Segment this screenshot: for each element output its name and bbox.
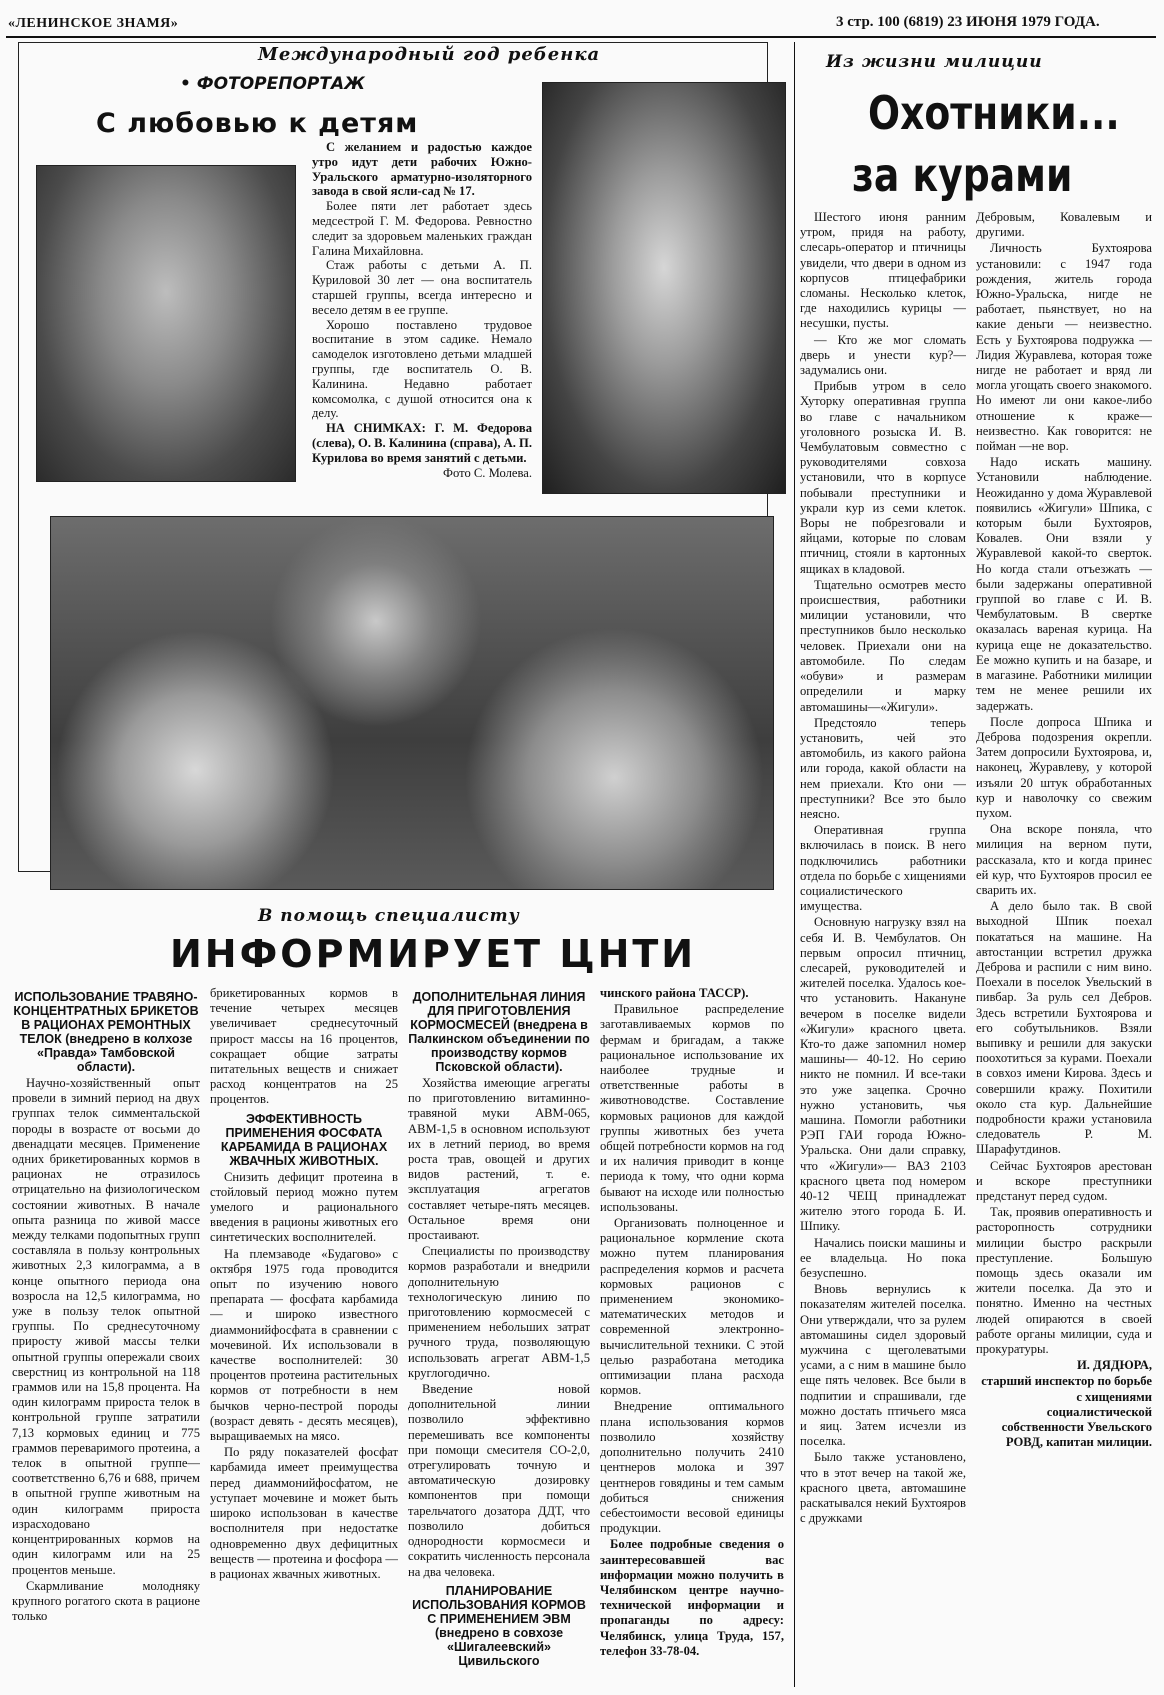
author-role: старший инспектор по борьбе с хищениями социалистической собственности Увельского РОВД, капитан милиции.: [981, 1374, 1152, 1450]
cnti-kicker: В помощь специалисту: [258, 906, 520, 926]
paragraph: Тщательно осмотрев место происшествия, работники милиции установили, что преступников было несколько человек. Приехали они на автомобиле. По следам «обуви» и размерам определили и марку автомашины—«Жигули».: [800, 577, 966, 714]
paragraph: Дебровым, Ковалевым и другими.: [976, 210, 1152, 240]
militia-title-line1: Охотники...: [868, 86, 1120, 140]
paragraph: Личность Бухтоярова установили: с 1947 года рождения, житель города Южно-Уральска, нигде не работает, пьянствует, но на какие деньги — неизвестно. Есть у Бухтоярова подружка — Лидия Журавлева, которая тоже нигде не работает и вряд ли могла угощать своего знакомого. Но имеют ли они какое-либо отношение к краже—неизвестно. Как говорится: не пойман —не вор.: [976, 241, 1152, 454]
militia-kicker: Из жизни милиции: [826, 52, 1043, 72]
subheading: ДОПОЛНИТЕЛЬНАЯ ЛИНИЯ ДЛЯ ПРИГОТОВЛЕНИЯ КОРМОСМЕСЕЙ (внедрена в Палкинском объединении по производству кормов Псковской области).: [408, 990, 590, 1074]
paragraph: По ряду показателей фосфат карбамида имеет преимущества перед диаммонийфосфатом, не уступает мочевине и может быть широко использован в качестве восполнителя при недостатке одновременно двух дефицитных веществ — протеина и фосфора — в рационах жвачных животных.: [210, 1445, 398, 1581]
masthead-newspaper-name: «ЛЕНИНСКОЕ ЗНАМЯ»: [8, 16, 179, 31]
masthead-rule: [6, 36, 1156, 38]
photo-caption: НА СНИМКАХ: Г. М. Федорова (слева), О. В. Калинина (справа), А. П. Курилова во время занятий с детьми.: [312, 421, 532, 465]
paragraph: Предстояло теперь установить, чей это автомобиль, из какого района или города, какой области на нем приехали. Кто они — преступники? Все это было неясно.: [800, 715, 966, 821]
paragraph: Она вскоре поняла, что милиция на верном пути, рассказала, кто и когда принес ей кур, что Бухтояров просил ее сварить их.: [976, 822, 1152, 897]
photo-medsestra: [36, 165, 296, 482]
author-signature: И. ДЯДЮРА,: [1076, 1358, 1152, 1373]
paragraph: Внедрение оптимального плана использования кормов позволило хозяйству дополнительно получить 2410 центнеров молока и 397 центнеров говядины и тем самым добиться снижения себестоимости весовой единицы продукции.: [600, 1399, 784, 1536]
masthead-issue-info: 3 стр. 100 (6819) 23 ИЮНЯ 1979 ГОДА.: [836, 14, 1100, 30]
article-title: С любовью к детям: [96, 108, 419, 139]
paragraph: Специалисты по производству кормов разработали и внедрили дополнительную технологическую линию по приготовлению кормосмесей с применением небольших затрат ручного труда, позволяющую использовать агрегат АВМ-1,5 круглогодично.: [408, 1244, 590, 1380]
paragraph: С желанием и радостью каждое утро идут дети рабочих Южно-Уральского арматурно-изоляторного завода в свой ясли-сад № 17.: [312, 140, 532, 199]
paragraph: Оперативная группа включилась в поиск. В него подключились работники отдела по борьбе с хищениями социалистического имущества.: [800, 823, 966, 914]
paragraph: Введение новой дополнительной линии позволило эффективно перемешивать все компоненты при помощи смесителя СО-2,0, отрегулировать точную и автоматическую дозировку компонентов при помощи тарельчатого дозатора ДДТ, что позволило добиться однородности кормосмеси и сократить численность персонала на два человека.: [408, 1382, 590, 1579]
militia-title-line2: за курами: [852, 148, 1073, 202]
cnti-column-4: [600, 986, 784, 1686]
paragraph: Снизить дефицит протеина в стойловый период можно путем умелого и рационального введения в рационы животных его синтетических восполнителей.: [210, 1169, 398, 1245]
subheading: ПЛАНИРОВАНИЕ ИСПОЛЬЗОВАНИЯ КОРМОВ С ПРИМЕНЕНИЕМ ЭВМ (внедрено в совхозе «Шигалеевский» Цивильского: [412, 1583, 586, 1668]
paragraph: Шестого июня ранним утром, придя на работу, слесарь-оператор и птичницы увидели, что двери в одном из корпусов птицефабрики сломаны. Несколько клеток, где находились курицы — несушки, пусты.: [800, 210, 966, 331]
paragraph: Сейчас Бухтояров арестован и вскоре преступники предстанут перед судом.: [976, 1158, 1152, 1203]
cnti-column-1: [12, 986, 200, 1686]
paragraph: Правильное распределение заготавливаемых кормов по фермам и бригадам, а также рациональное использование их наиболее трудные и ответственные работы в животноводстве. Составление кормовых рационов для каждой группы животных без учета общей потребности кормов на год и их наличия приводит в конце периода к тому, что одни корма бывают на исходе или полностью использованы.: [600, 1002, 784, 1214]
paragraph: Хорошо поставлено трудовое воспитание в этом садике. Немало самоделок изготовлено детьми младшей группы, где воспитатель О. В. Калинина. Недавно работает комсомолка, с душой относится она к делу.: [312, 317, 532, 421]
paragraph: Стаж работы с детьми А. П. Куриловой 30 лет — она воспитатель старшей группы, всегда интересно и весело детям в ее группе.: [312, 258, 532, 317]
paragraph: Было также установлено, что в этот вечер на такой же, красного цвета, автомашине раскатывался некий Бухтояров с дружками: [800, 1450, 966, 1526]
paragraph: Основную нагрузку взял на себя И. В. Чембулатов. Он первым опросил птичниц, слесарей, руководителей и жителей поселка. Удалось кое-что установить. Накануне вечером в поселке видели «Жигули» красного цвета. Кто-то даже запомнил номер машины— 40-12. Но серию никто не помнил. И все-таки это уже зацепка. Срочно нужно установить, чья машина. Помогли работники РЭП ГАИ города Южно-Уральска. Они дали справку, что «Жигули»— ВАЗ 2103 красного цвета под номером 40-12 ЧЕЩ принадлежат жителю этого города Б. И. Шпику.: [800, 915, 966, 1234]
photo-educator: [542, 82, 786, 494]
paragraph: Надо искать машину. Установили наблюдение. Неожиданно у дома Журавлевой появились «Жигули» Шпика, с которым были Бухтояров, Ковалев. Они взяли у Журавлевой какой-то сверток. Но когда стали отъезжать —были задержаны оперативной группой во главе с И. В. Чембулатовым. В свертке оказалась вареная курица. На курица еще не доказательство. Ее можно купить и на базаре, и в магазине. Работники милиции тем не менее решили их задержать.: [976, 455, 1152, 713]
paragraph: Организовать полноценное и рациональное кормление скота можно путем планирования распределения кормов и расчета кормовых рационов с применением экономико-математических методов и современной электронно-вычислительной техники. С этой целью разработана методика оптимизации плана расхода кормов.: [600, 1216, 784, 1398]
paragraph: На племзаводе «Будагово» с октября 1975 года проводится опыт по изучению нового препарата — фосфата карбамида — и широко известного диаммонийфосфата в сравнении с мочевиной. Их использовали в качестве восполнителей: 30 процентов протеина растительных кормов от потребности в нем бычков черно-пестрой породы (возраст девять - десять месяцев), выращиваемых на мясо.: [210, 1246, 398, 1444]
photo-credit: Фото С. Молева.: [443, 465, 532, 480]
subheading: ИСПОЛЬЗОВАНИЕ ТРАВЯНО-КОНЦЕНТРАТНЫХ БРИКЕТОВ В РАЦИОНАХ РЕМОНТНЫХ ТЕЛОК (внедрено в колхозе «Правда» Тамбовской области).: [13, 990, 199, 1074]
paragraph: Скармливание молодняку крупного рогатого скота в рационе только: [12, 1578, 200, 1624]
cnti-column-3: [408, 986, 590, 1686]
paragraph: брикетированных кормов в течение четырех месяцев увеличивает среднесуточный прирост массы на 16 процентов, сокращает общие затраты питательных веществ и снижает расход концентратов на 25 процентов.: [210, 986, 398, 1107]
cnti-title: ИНФОРМИРУЕТ ЦНТИ: [170, 932, 697, 976]
paragraph: Начались поиски машины и ее владельца. Но пока безуспешно.: [800, 1235, 966, 1281]
rubric-label: • ФОТОРЕПОРТАЖ: [180, 74, 365, 94]
cnti-column-2: [210, 986, 398, 1686]
paragraph: — Кто же мог сломать дверь и унести кур?—задумались они.: [800, 332, 966, 378]
contact-note: Более подробные сведения о заинтересовавшей вас информации можно получить в Челябинском центре научно-технической информации и пропаганды по адресу: Челябинск, улица Труда, 157, телефон 33-78-04.: [600, 1537, 784, 1658]
paragraph: После допроса Шпика и Деброва подозрения окрепли. Затем допросили Бухтоярова, и, наконец, Журавлеву, у которой изъяли 20 штук обработанных кур и наволочку со свежим пухом.: [976, 714, 1152, 820]
paragraph: А дело было так. В свой выходной Шпик поехал покататься на машине. На автостанции встретил дружка Деброва и распили с ним вино. Поехали в поселок Увельский в пивбар. За руль сел Дебров. Здесь встретили Бухтоярова и его собутыльников. Взяли выпивку и решили для закуски поохотиться за курами. Поехали в совхоз имени Кирова. Здесь и совершили кражу. Похитили около ста кур. Дальнейшие подробности кражи установила следователь Р. М. Шарафутдинов.: [976, 899, 1152, 1157]
paragraph: Научно-хозяйственный опыт провели в зимний период на двух группах телок симментальской породы в возрасте от восьми до двенадцати месяцев. Применение одних брикетированных кормов в рационах не отразилось отрицательно на физиологическом состоянии животных. В начале опыта разница по живой массе между телками подопытных групп составляла в пользу контрольных животных 2,3 килограмма, а в конце опытного периода она возросла на 12,5 килограмма, но уже в пользу телок опытной группы. По среднесуточному приросту живой массы телки опытной группы опережали своих сверстниц из контрольной на 118 граммов или на 15,8 процента. На один килограмм прироста телок в контрольной группе затратили 7,13 кормовых единиц и 775 граммов переваримого протеина, а телок в опытной группе— соответственно 6,76 и 688, причем в опытной группе животным на один килограмм прироста израсходовано концентрированных кормов на один килограмм или на 25 процентов меньше.: [12, 1076, 200, 1577]
subheading: ЭФФЕКТИВНОСТЬ ПРИМЕНЕНИЯ ФОСФАТА КАРБАМИДА В РАЦИОНАХ ЖВАЧНЫХ ЖИВОТНЫХ.: [220, 1111, 388, 1168]
photo-group-children: [50, 516, 774, 890]
paragraph: Прибыв утром в село Хуторку оперативная группа во главе с начальником уголовного розыска И. В. Чембулатовым совместно с руководителями совхоза установили, что в корпусе побывали преступники и украли кур из семи клеток. Воры не побрезговали и яйцами, которые по словам птичниц, стояли в картонных ящиках в кладовой.: [800, 379, 966, 576]
column-rule: [794, 42, 795, 1687]
paragraph: Хозяйства имеющие агрегаты по приготовлению витаминно-травяной муки АВМ-065, АВМ-1,5 в основном используют их в летний период, во время роста трав, овощей и других видов растений, т. е. эксплуатация агрегатов составляет четыре-пять месяцев. Остальное время они простаивают.: [408, 1076, 590, 1243]
paragraph: Вновь вернулись к показателям жителей поселка. Они утверждали, что за рулем автомашины сидел здоровый мужчина с щеголеватыми усами, а с ним в машине было еще пять человек. Все были в подпитии и спрашивали, где можно достать птичьего мяса и яиц. Затем исчезли из поселка.: [800, 1282, 966, 1449]
photo-report-text: [312, 140, 532, 480]
militia-column-1: [800, 210, 966, 1690]
militia-column-2: [976, 210, 1152, 1690]
paragraph: чинского района ТАССР).: [600, 986, 749, 1000]
paragraph: Более пяти лет работает здесь медсестрой Г. М. Федорова. Ревностно следит за здоровьем маленьких граждан Галина Михайловна.: [312, 199, 532, 258]
paragraph: Так, проявив оперативность и расторопность сотрудники милиции быстро раскрыли преступление. Большую помощь здесь оказали им жители поселка. Да это и понятно. Именно на честных людей опираются в своей работе органы милиции, суда и прокуратуры.: [976, 1205, 1152, 1357]
section-kicker: Международный год ребенка: [258, 44, 601, 65]
